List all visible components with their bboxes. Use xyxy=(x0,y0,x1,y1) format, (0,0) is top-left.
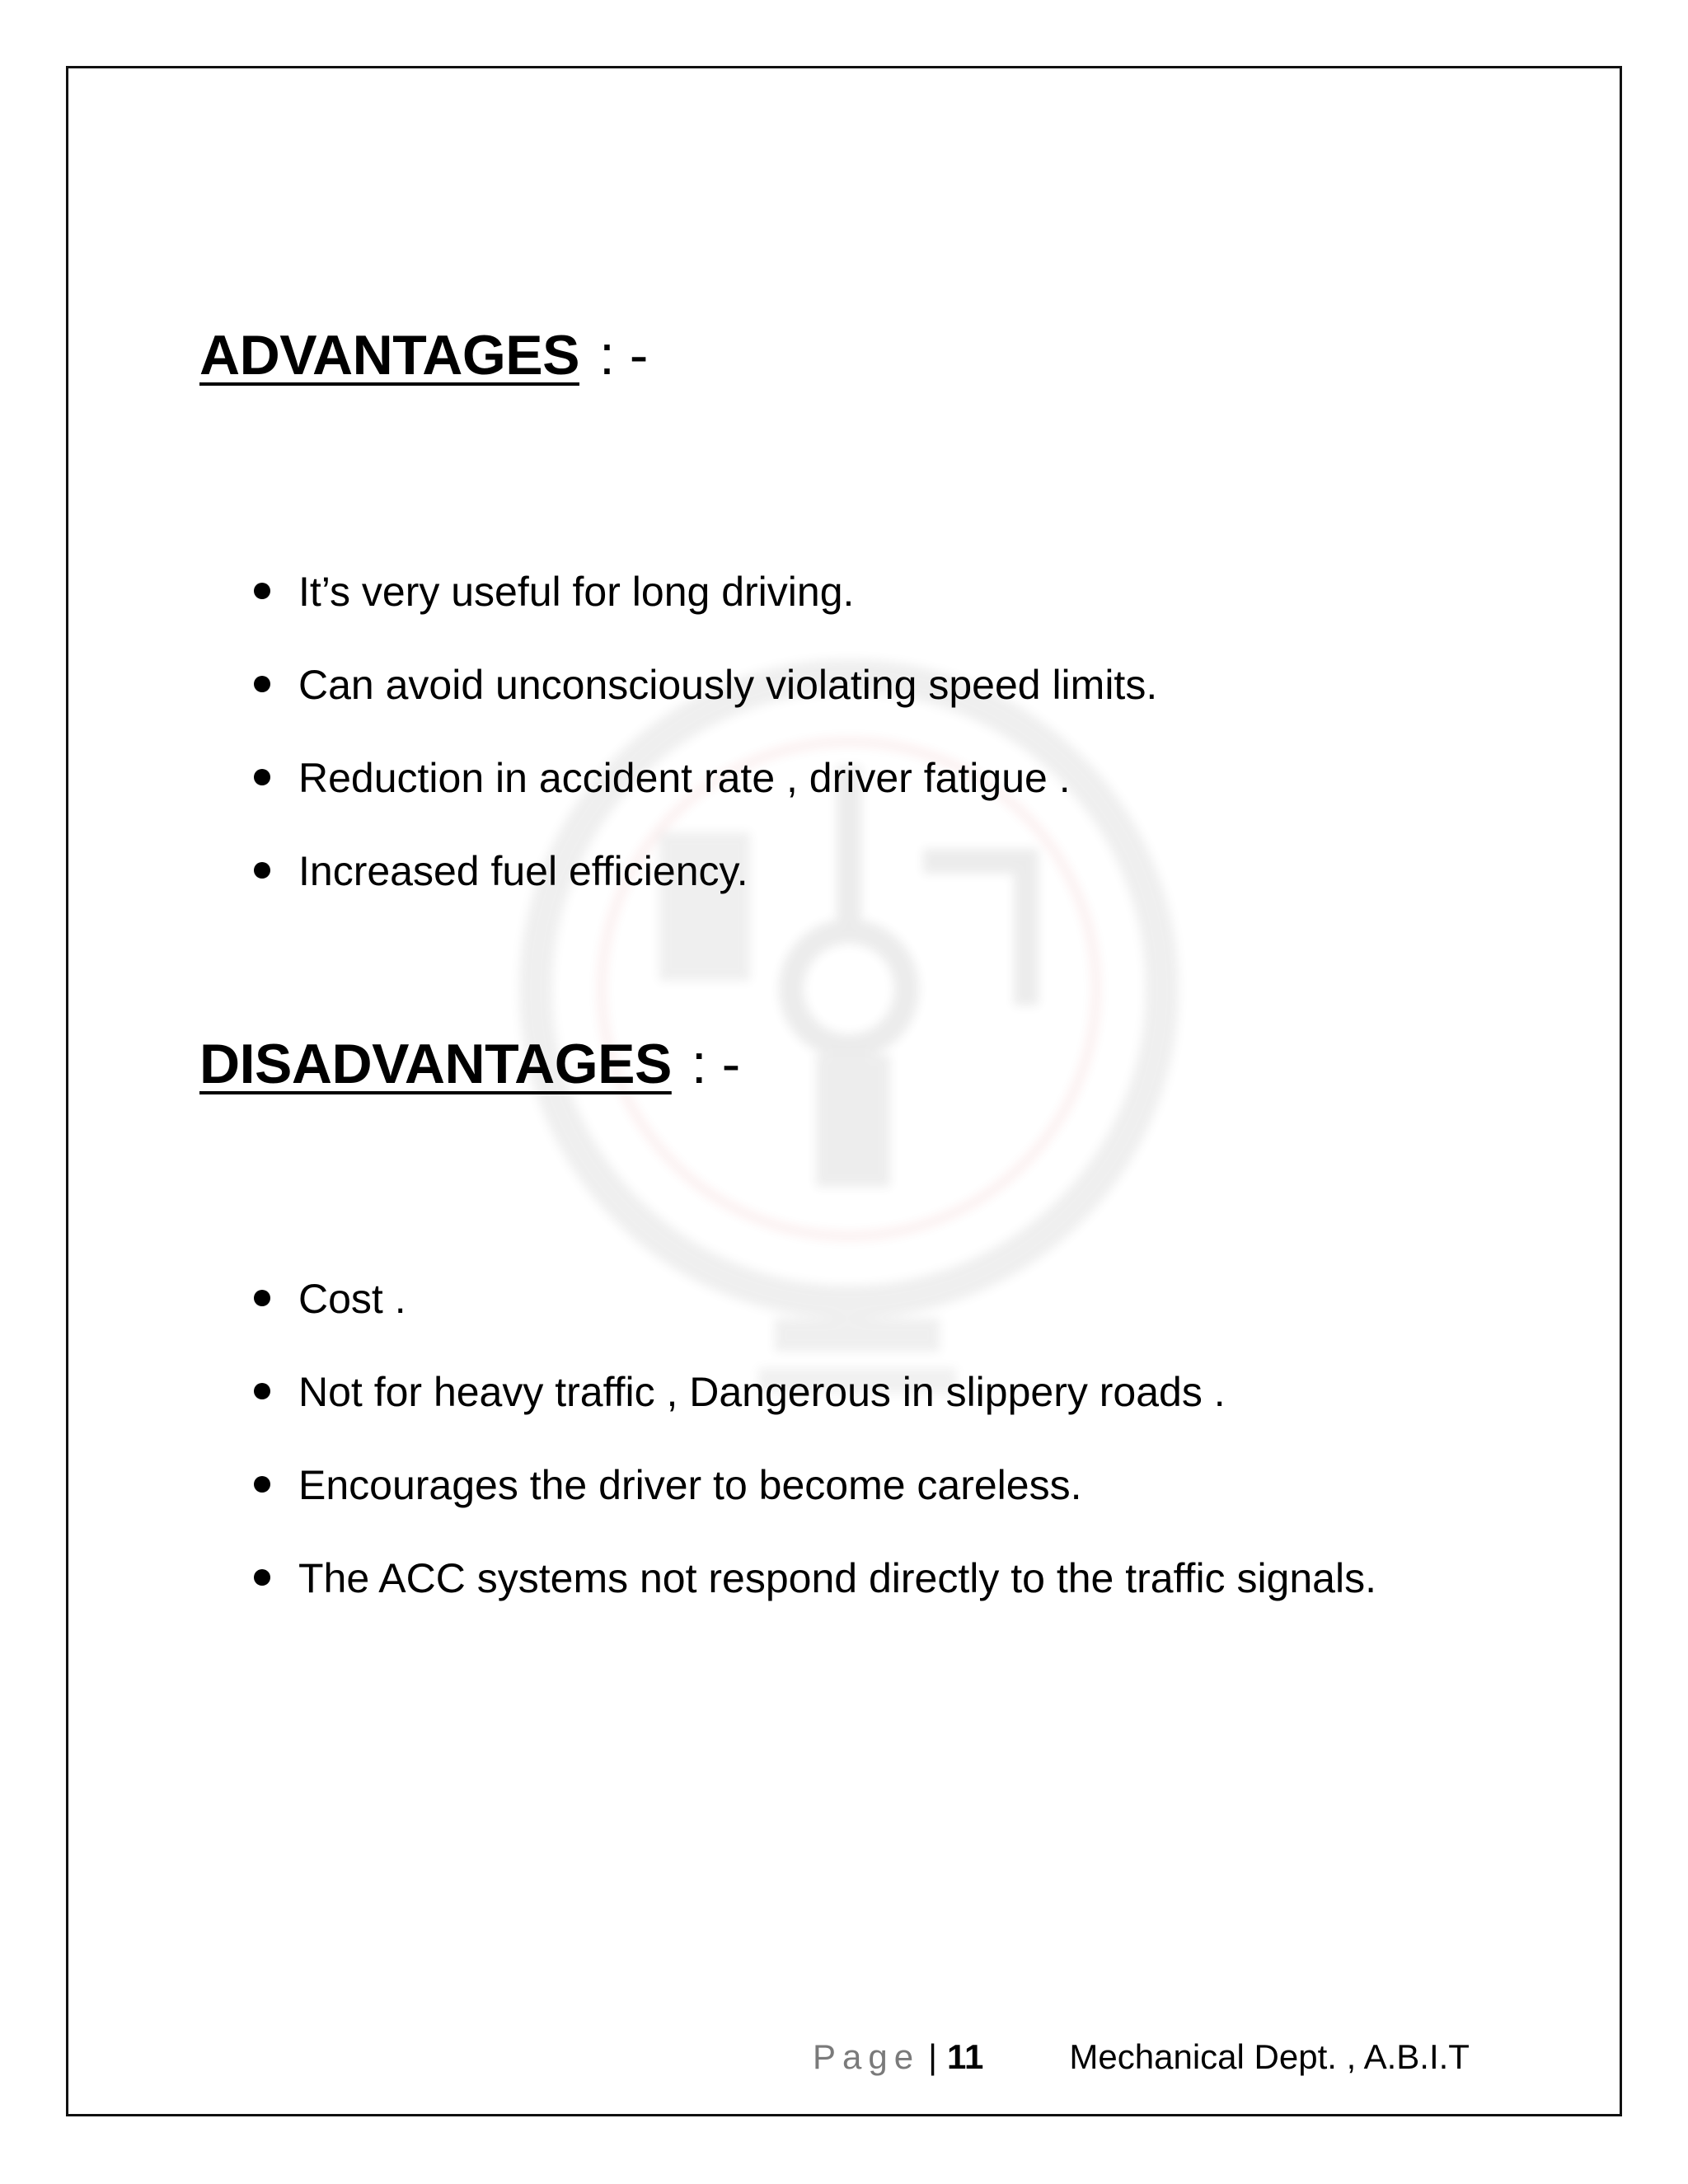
bullet-dot-icon xyxy=(254,1569,270,1586)
list-item xyxy=(254,657,1157,750)
list-item xyxy=(254,1457,1376,1550)
page-footer xyxy=(813,2037,1470,2077)
department-label: Mechanical Dept. , A.B.I.T xyxy=(1069,2037,1470,2076)
disadvantages-list xyxy=(254,1271,1376,1643)
page-label: Page xyxy=(813,2037,921,2076)
list-item-text: Cost . xyxy=(298,1276,406,1322)
list-item-text: The ACC systems not respond directly to the traffic signals. xyxy=(298,1555,1376,1601)
footer-separator: | xyxy=(928,2037,938,2076)
list-item xyxy=(254,1271,1376,1364)
bullet-dot-icon xyxy=(254,1383,270,1399)
disadvantages-heading xyxy=(199,1032,740,1096)
bullet-dot-icon xyxy=(254,583,270,599)
list-item xyxy=(254,564,1157,657)
bullet-dot-icon xyxy=(254,1476,270,1493)
advantages-list xyxy=(254,564,1157,936)
list-item xyxy=(254,1364,1376,1457)
disadvantages-title: DISADVANTAGES xyxy=(199,1033,672,1095)
list-item-text: Reduction in accident rate , driver fatigue . xyxy=(298,755,1071,801)
list-item-text: Encourages the driver to become careless. xyxy=(298,1462,1082,1508)
list-item-text: Increased fuel efficiency. xyxy=(298,848,748,894)
disadvantages-suffix: : - xyxy=(691,1033,740,1095)
bullet-dot-icon xyxy=(254,862,270,879)
list-item-text: Not for heavy traffic , Dangerous in slippery roads . xyxy=(298,1369,1226,1415)
bullet-dot-icon xyxy=(254,1290,270,1306)
list-item-text: It’s very useful for long driving. xyxy=(298,569,855,615)
list-item xyxy=(254,750,1157,843)
advantages-suffix: : - xyxy=(598,324,648,387)
bullet-dot-icon xyxy=(254,676,270,692)
page-number: 11 xyxy=(947,2037,984,2076)
list-item xyxy=(254,843,1157,936)
list-item-text: Can avoid unconsciously violating speed limits. xyxy=(298,662,1158,708)
advantages-heading xyxy=(199,323,648,387)
advantages-title: ADVANTAGES xyxy=(199,324,579,387)
bullet-dot-icon xyxy=(254,769,270,785)
list-item xyxy=(254,1550,1376,1643)
